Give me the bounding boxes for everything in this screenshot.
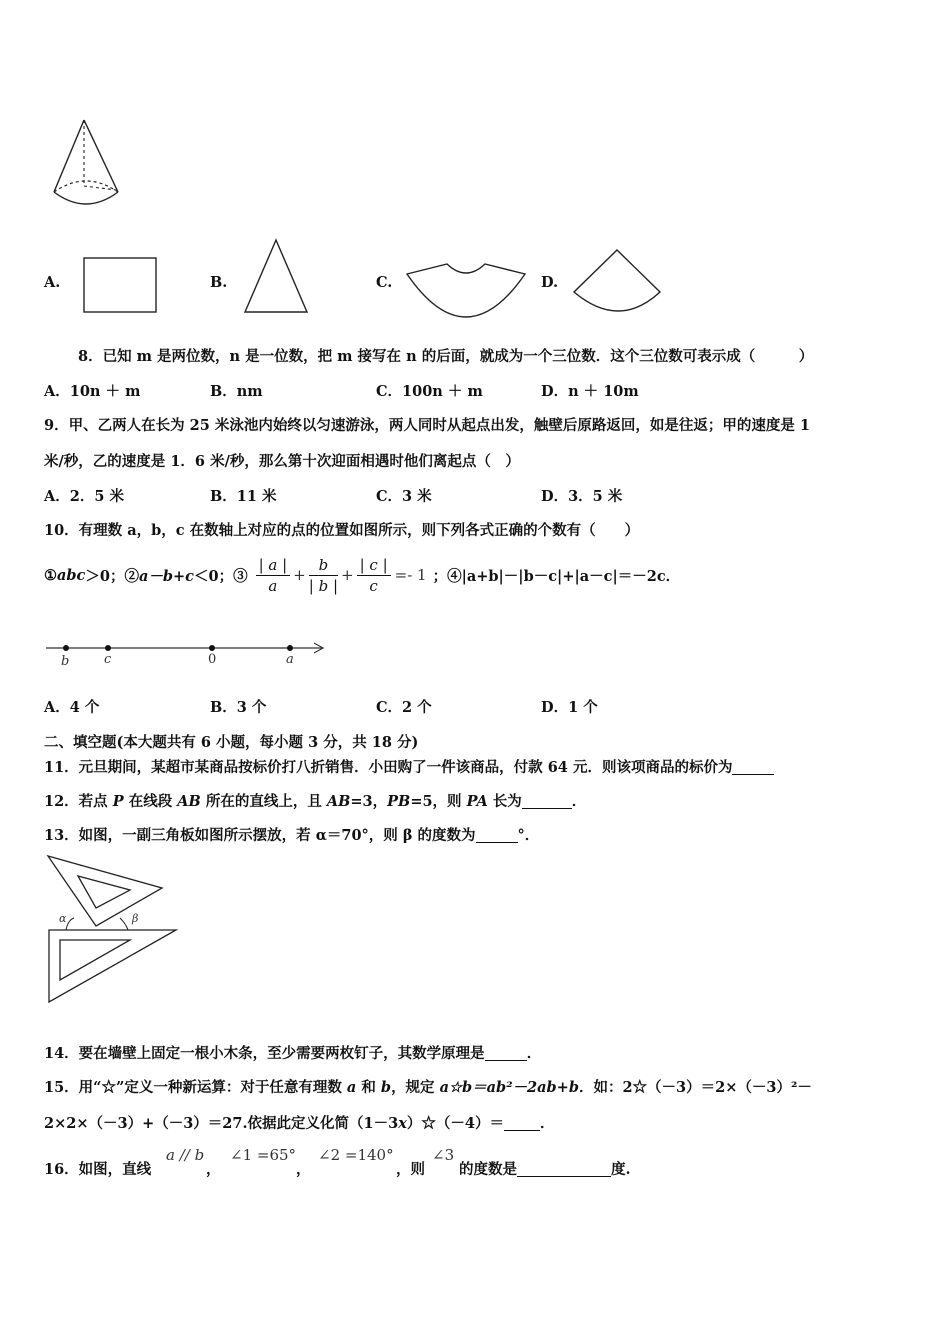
q12-text-f: 长为 (487, 793, 522, 810)
q16-angle3: ∠3 (432, 1146, 455, 1164)
q10-frac2-num: b (309, 555, 338, 576)
q16-text-a: 16．如图，直线 (44, 1161, 152, 1178)
q10-frac3-den: c (369, 576, 378, 595)
q15-line2 (44, 1112, 554, 1133)
set-squares-figure (44, 854, 184, 1008)
q16-parallel: a // b (166, 1146, 205, 1164)
sector-shape-figure (568, 248, 662, 314)
q14 (44, 1042, 541, 1063)
q15-text-b: 和 (356, 1079, 381, 1096)
q7-option-a-label[interactable]: A. (44, 274, 61, 291)
q10-option-a[interactable]: A．4 个 (44, 699, 100, 716)
beta-label: β (132, 912, 139, 925)
q7-option-c-label[interactable]: C. (376, 274, 393, 291)
q9-option-d[interactable]: D．3．5 米 (541, 488, 623, 505)
q10-eq: =- 1 (394, 566, 427, 584)
q15-end: ． (539, 1115, 555, 1132)
q9-option-a[interactable]: A．2．5 米 (44, 488, 124, 505)
q15-answer-blank[interactable] (504, 1114, 540, 1131)
q12-text-c: 所在的直线上，且 (200, 793, 327, 810)
q9-option-c[interactable]: C．3 米 (376, 488, 432, 505)
section2-heading: 二、填空题(本大题共有 6 小题，每小题 3 分，共 18 分) (44, 734, 419, 751)
alpha-label: α (59, 912, 67, 925)
q12-p: P (112, 793, 124, 810)
q11-answer-blank[interactable] (732, 758, 774, 775)
q14-end: ． (526, 1045, 542, 1062)
q16-text-b: ，则 (396, 1161, 425, 1178)
q15-text-f: ）☆（－4）＝ (406, 1115, 504, 1132)
q12-answer-blank[interactable] (522, 792, 572, 809)
q10-stem: 10．有理数 a，b，c 在数轴上对应的点的位置如图所示，则下列各式正确的个数有（ ） (44, 522, 640, 539)
q12-ab: AB (177, 793, 201, 810)
q10-s2-rel: ＜0；③ (193, 567, 248, 585)
q16-answer-blank[interactable] (517, 1160, 611, 1177)
axis-label-b: b (61, 654, 70, 669)
q10-s1-rel: ＞0；② (85, 567, 139, 585)
q8-option-a[interactable]: A．10n ＋ m (44, 383, 141, 400)
q15-b: b (380, 1079, 392, 1096)
q7-option-d-label[interactable]: D. (541, 274, 559, 291)
axis-label-c: c (104, 652, 112, 667)
q10-frac2-den: | b | (308, 576, 338, 595)
axis-label-zero: 0 (208, 652, 217, 667)
q16-comma2: ， (296, 1161, 311, 1178)
q16-tail (459, 1158, 631, 1179)
axis-label-a: a (286, 652, 294, 667)
q8-option-d[interactable]: D．n ＋ 10m (541, 383, 639, 400)
q13-text: 13．如图，一副三角板如图所示摆放，若 α＝70°，则 β 的度数为 (44, 827, 476, 844)
q12-text-b: 在线段 (123, 793, 178, 810)
q12-pb: PB (387, 793, 411, 810)
q10-frac1-num: | a | (256, 555, 291, 576)
q12-text-e: =5，则 (410, 793, 467, 810)
q15-a: a (346, 1079, 357, 1096)
q15-text-e: 2×2×（－3）+（－3）＝27.依据此定义化简（1－3 (44, 1115, 399, 1132)
q13-answer-blank[interactable] (476, 826, 518, 843)
q10-frac3-num: | c | (357, 555, 391, 576)
q10-fraction-3 (357, 555, 391, 596)
annulus-sector-shape-figure (405, 262, 527, 320)
q12 (44, 790, 586, 811)
q15-line1 (44, 1076, 812, 1097)
q9-stem-line2: 米/秒，乙的速度是 1．6 米/秒，那么第十次迎面相遇时他们离起点（ ） (44, 453, 520, 470)
q8-stem: 8．已知 m 是两位数，n 是一位数，把 m 接写在 n 的后面，就成为一个三位数．这个三位数可表示成（ ） (78, 348, 814, 365)
square-shape-figure (83, 257, 159, 315)
q13-end: °． (517, 827, 540, 844)
q12-text-a: 12．若点 (44, 793, 113, 810)
q8-option-b[interactable]: B．nm (210, 383, 263, 400)
q7-option-b-label[interactable]: B. (210, 274, 228, 291)
cone-figure (50, 118, 130, 210)
q15-text-c: ，规定 (391, 1079, 440, 1096)
q10-option-b[interactable]: B．3 个 (210, 699, 267, 716)
q15-text-a: 15．用“☆”定义一种新运算：对于任意有理数 (44, 1079, 347, 1096)
q10-fraction-1 (256, 555, 291, 596)
q15-definition: a☆b＝ab²－2ab+b (439, 1079, 579, 1096)
q15-text-d: ．如：2☆（－3）＝2×（－3）²－ (578, 1079, 812, 1096)
q10-statements (44, 552, 680, 598)
q9-stem-line1: 9．甲、乙两人在长为 25 米泳池内始终以匀速游泳，两人同时从起点出发，触壁后原路返回，如是往返；甲的速度是 1 (44, 417, 810, 434)
q13 (44, 824, 539, 845)
q12-ab-value: AB (326, 793, 351, 810)
q11 (44, 756, 774, 777)
q12-end: ． (571, 793, 587, 810)
q16-comma1: ， (206, 1161, 221, 1178)
q9-option-b[interactable]: B．11 米 (210, 488, 277, 505)
q16-angle1: ∠1 =65° (230, 1146, 297, 1164)
q10-option-d[interactable]: D．1 个 (541, 699, 598, 716)
q14-answer-blank[interactable] (485, 1044, 527, 1061)
q16-text-c: 的度数是 (459, 1161, 517, 1178)
q16-angle2: ∠2 =140° (318, 1146, 394, 1164)
q12-text-d: =3， (350, 793, 388, 810)
q10-s2-expr: a－b+c (138, 567, 194, 585)
q10-fraction-2 (309, 555, 338, 596)
q15-x: x (398, 1115, 407, 1132)
q10-plus-1: + (293, 566, 306, 584)
q10-s4: ；④|a+b|－|b－c|+|a－c|＝－2c． (432, 567, 681, 585)
q14-text: 14．要在墙壁上固定一根小木条，至少需要两枚钉子，其数学原理是 (44, 1045, 485, 1062)
q10-s1-prefix: ① (44, 566, 57, 584)
q11-text: 11．元旦期间，某超市某商品按标价打八折销售．小田购了一件该商品，付款 64 元．则该项商品的标价为 (44, 759, 733, 776)
q10-plus-2: + (341, 566, 354, 584)
q10-option-c[interactable]: C．2 个 (376, 699, 432, 716)
q10-s1-expr: abc (57, 566, 86, 584)
q8-option-c[interactable]: C．100n ＋ m (376, 383, 483, 400)
q12-pa: PA (466, 793, 488, 810)
triangle-shape-figure (243, 238, 311, 316)
q10-frac1-den: a (268, 576, 278, 595)
q16-end: 度. (611, 1161, 631, 1178)
